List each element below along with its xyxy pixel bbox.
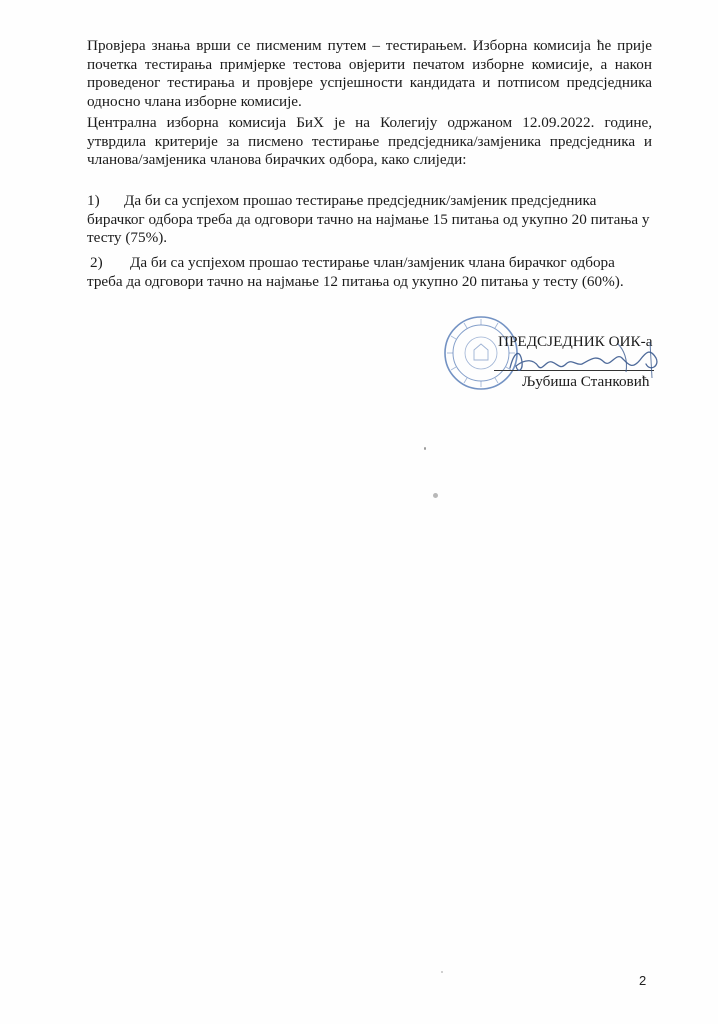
paragraph-criteria-intro: Централна изборна комисија БиХ је на Колегију одржаном 12.09.2022. године, утврдила критерије за писмено тестирање предсједника/замјеника предсједника и чланова/замјеника чланова бирачких одбора, како слиједи: (87, 114, 652, 169)
page-number: 2 (639, 973, 647, 988)
signatory-name: Љубиша Станковић (522, 373, 650, 390)
list-item (87, 254, 652, 291)
list-item-text: Да би са успјехом прошао тестирање члан/замјеник члана бирачког одбора треба да одговори тачно на најмање 12 питања од укупно 20 питања у тесту (60%). (87, 254, 624, 290)
scan-speck (424, 447, 426, 450)
scan-speck (441, 971, 443, 973)
scan-speck (433, 493, 438, 498)
paragraph-testing-procedure: Провјера знања врши се писменим путем – тестирањем. Изборна комисија ће прије почетка тестирања примјерке тестова овјерити печатом изборне комисије, а након проведеног тестирања и провјере успјешности кандидата и потписом предсједника односно члана изборне комисије. (87, 37, 652, 110)
signature-title: ПРЕДСЈЕДНИК ОИК-а (498, 333, 653, 350)
list-item (87, 192, 652, 248)
list-item-number: 2) (90, 254, 103, 271)
list-item-text: Да би са успјехом прошао тестирање предсједник/замјеник предсједника бирачког одбора треба да одговори тачно на најмање 15 питања од укупно 20 питања у тесту (75%). (87, 192, 650, 247)
signature-block (440, 306, 680, 416)
list-item-number: 1) (87, 192, 100, 209)
